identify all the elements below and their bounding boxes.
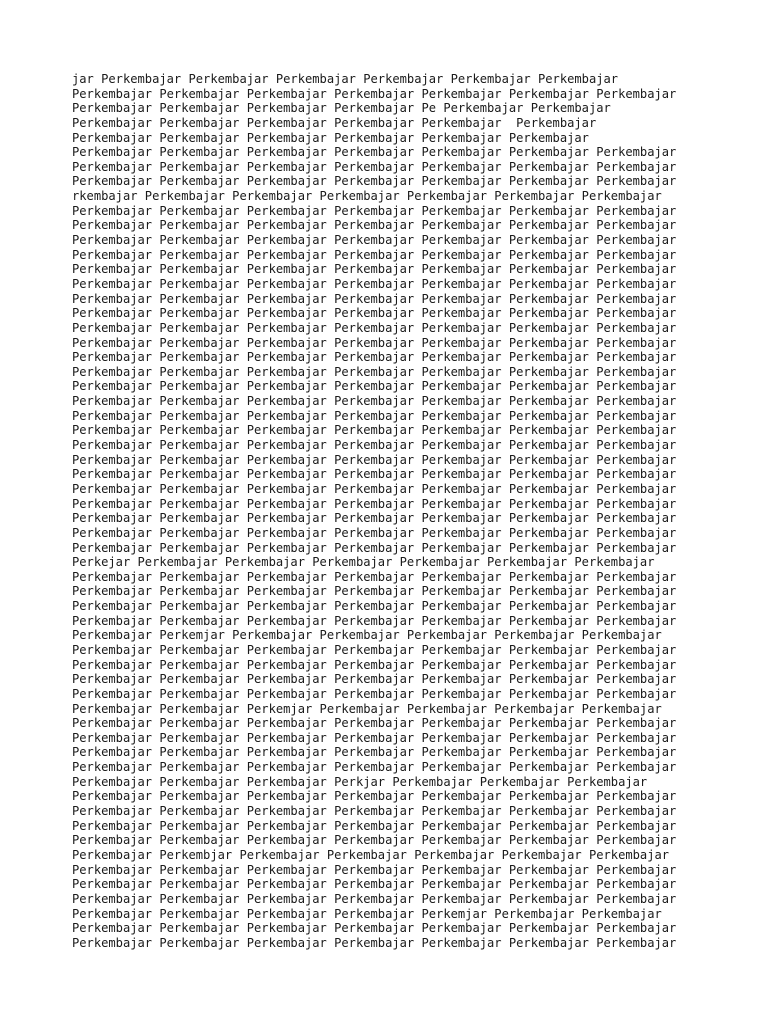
text-line: Perkembajar Perkembajar Perkembajar Perkembajar Perkembajar Perkembajar Perkembajar	[72, 935, 677, 950]
text-line: Perkembajar Perkemjar Perkembajar Perkembajar Perkembajar Perkembajar Perkembajar	[72, 628, 662, 643]
document-body	[72, 72, 732, 950]
text-line: Perkembajar Perkembajar Perkembajar Perkembajar Perkembajar Perkembajar Perkembajar	[72, 320, 677, 335]
text-line: Perkembajar Perkembajar Perkembajar Perkembajar Perkembajar Perkembajar Perkembajar	[72, 877, 677, 892]
text-line: Perkembajar Perkembajar Perkembajar Perkembajar Perkembajar Perkembajar Perkembajar	[72, 745, 677, 760]
text-line: Perkembajar Perkembajar Perkembajar Perkembajar Perkembajar Perkembajar Perkembajar	[72, 818, 677, 833]
text-line: Perkembajar Perkembajar Perkembajar Perkembajar Perkembajar Perkembajar Perkembajar	[72, 423, 677, 438]
text-line: Perkembajar Perkembajar Perkembajar Perkembajar Perkembajar Perkembajar Perkembajar	[72, 306, 677, 321]
text-line: Perkembajar Perkembajar Perkembajar Perkembajar Perkembajar Perkembajar Perkembajar	[72, 921, 677, 936]
text-line: Perkembajar Perkembajar Perkembajar Perkembajar Perkembajar Perkembajar Perkembajar	[72, 438, 677, 453]
text-line: Perkembajar Perkembajar Perkembajar Perkembajar Perkembajar Perkembajar Perkembajar	[72, 174, 677, 189]
text-line: Perkembajar Perkembajar Perkembajar Perkembajar Perkembajar Perkembajar Perkembajar	[72, 686, 677, 701]
text-line: Perkembajar Perkembajar Perkembajar Perkembajar Perkembajar Perkembajar Perkembajar	[72, 364, 677, 379]
text-line: Perkembajar Perkembajar Perkembajar Perkembajar Perkembajar Perkembajar Perkembajar	[72, 804, 677, 819]
text-line: Perkembajar Perkembajar Perkembajar Perkembajar Perkembajar Perkembajar Perkembajar	[72, 159, 677, 174]
text-line: Perkembajar Perkembajar Perkembajar Perkembajar Perkembajar Perkembajar Perkembajar	[72, 716, 677, 731]
text-line: Perkembajar Perkembajar Perkembajar Perkembajar Perkembajar Perkembajar Perkembajar	[72, 408, 677, 423]
text-line: Perkembajar Perkembajar Perkembajar Perkembajar Perkembajar Perkembajar Perkembajar	[72, 511, 677, 526]
text-line: Perkembajar Perkembajar Perkembajar Perkembajar Perkembajar Perkembajar Perkembajar	[72, 657, 677, 672]
text-line: Perkembajar Perkembajar Perkembajar Perkembajar Perkembajar Perkembajar Perkembajar	[72, 540, 677, 555]
text-line: Perkembajar Perkembajar Perkembajar Perkembajar Perkembajar Perkembajar Perkembajar	[72, 247, 677, 262]
text-line: Perkembajar Perkembajar Perkembajar Perkembajar Perkembajar Perkembajar Perkembajar	[72, 145, 677, 160]
text-line: Perkembajar Perkembajar Perkembajar Perkembajar Perkembajar Perkembajar	[72, 130, 589, 145]
text-line: Perkembajar Perkembajar Perkembajar Perkembajar Perkembajar Perkembajar Perkembajar	[72, 642, 677, 657]
text-line: Perkembajar Perkembajar Perkembajar Perkembajar Perkembajar Perkembajar	[72, 115, 597, 130]
text-line: Perkembajar Perkembajar Perkembajar Perkembajar Perkembajar Perkembajar Perkembajar	[72, 789, 677, 804]
text-line: Perkembajar Perkembajar Perkembajar Perkembajar Perkembajar Perkembajar Perkembajar	[72, 760, 677, 775]
text-line: Perkembajar Perkembajar Perkembajar Perkembajar Perkemjar Perkembajar Perkembajar	[72, 906, 662, 921]
text-line: Perkembajar Perkembajar Perkembajar Perkembajar Perkembajar Perkembajar Perkembajar	[72, 862, 677, 877]
text-line: Perkembajar Perkembajar Perkembajar Perkembajar Perkembajar Perkembajar Perkembajar	[72, 379, 677, 394]
text-line: Perkembajar Perkembajar Perkembajar Perkembajar Perkembajar Perkembajar Perkembajar	[72, 599, 677, 614]
text-line: Perkembajar Perkembajar Perkembajar Perkembajar Perkembajar Perkembajar Perkembajar	[72, 833, 677, 848]
text-line: Perkembajar Perkembajar Perkembajar Perkembajar Perkembajar Perkembajar Perkembajar	[72, 276, 677, 291]
text-line: Perkembajar Perkembajar Perkembajar Perkembajar Perkembajar Perkembajar Perkembajar	[72, 86, 677, 101]
text-line: Perkembajar Perkembajar Perkemjar Perkembajar Perkembajar Perkembajar Perkembajar	[72, 701, 662, 716]
text-line: Perkejar Perkembajar Perkembajar Perkembajar Perkembajar Perkembajar Perkembajar	[72, 555, 655, 570]
text-line: Perkembajar Perkembajar Perkembajar Perkembajar Perkembajar Perkembajar Perkembajar	[72, 203, 677, 218]
text-line: Perkembajar Perkembajar Perkembajar Perkembajar Perkembajar Perkembajar Perkembajar	[72, 584, 677, 599]
text-line: jar Perkembajar Perkembajar Perkembajar Perkembajar Perkembajar Perkembajar	[72, 72, 619, 86]
text-line: Perkembajar Perkembajar Perkembajar Perkembajar Perkembajar Perkembajar Perkembajar	[72, 291, 677, 306]
text-line: Perkembajar Perkembajar Perkembajar Perkembajar Perkembajar Perkembajar Perkembajar	[72, 481, 677, 496]
text-line: Perkembajar Perkembajar Perkembajar Perkembajar Perkembajar Perkembajar Perkembajar	[72, 672, 677, 687]
text-line: Perkembajar Perkembajar Perkembajar Perkembajar Perkembajar Perkembajar Perkembajar	[72, 452, 677, 467]
text-line: Perkembajar Perkembajar Perkembajar Perkembajar Perkembajar Perkembajar Perkembajar	[72, 496, 677, 511]
text-line: Perkembajar Perkembajar Perkembajar Perkembajar Perkembajar Perkembajar Perkembajar	[72, 350, 677, 365]
text-line: Perkembajar Perkembajar Perkembajar Perkembajar Perkembajar Perkembajar Perkembajar	[72, 467, 677, 482]
text-line: Perkembajar Perkembajar Perkembajar Perkembajar Perkembajar Perkembajar Perkembajar	[72, 613, 677, 628]
text-line: Perkembajar Perkembajar Perkembajar Perkembajar Perkembajar Perkembajar Perkembajar	[72, 394, 677, 409]
text-line: Perkembajar Perkembajar Perkembajar Perkembajar Perkembajar Perkembajar Perkembajar	[72, 569, 677, 584]
text-line: Perkembajar Perkembajar Perkembajar Perkembajar Perkembajar Perkembajar Perkembajar	[72, 891, 677, 906]
text-line: Perkembajar Perkembjar Perkembajar Perkembajar Perkembajar Perkembajar Perkembajar	[72, 847, 670, 862]
text-line: Perkembajar Perkembajar Perkembajar Perkembajar Perkembajar Perkembajar Perkembajar	[72, 335, 677, 350]
text-line: Perkembajar Perkembajar Perkembajar Perkjar Perkembajar Perkembajar Perkembajar	[72, 774, 648, 789]
text-line: Perkembajar Perkembajar Perkembajar Perkembajar Perkembajar Perkembajar Perkembajar	[72, 525, 677, 540]
text-line: Perkembajar Perkembajar Perkembajar Perkembajar Perkembajar Perkembajar Perkembajar	[72, 233, 677, 248]
text-line: Perkembajar Perkembajar Perkembajar Perkembajar Pe Perkembajar Perkembajar	[72, 101, 611, 116]
text-line: Perkembajar Perkembajar Perkembajar Perkembajar Perkembajar Perkembajar Perkembajar	[72, 218, 677, 233]
text-line: Perkembajar Perkembajar Perkembajar Perkembajar Perkembajar Perkembajar Perkembajar	[72, 262, 677, 277]
text-line: Perkembajar Perkembajar Perkembajar Perkembajar Perkembajar Perkembajar Perkembajar	[72, 730, 677, 745]
text-line: rkembajar Perkembajar Perkembajar Perkembajar Perkembajar Perkembajar Perkembajar	[72, 189, 662, 204]
